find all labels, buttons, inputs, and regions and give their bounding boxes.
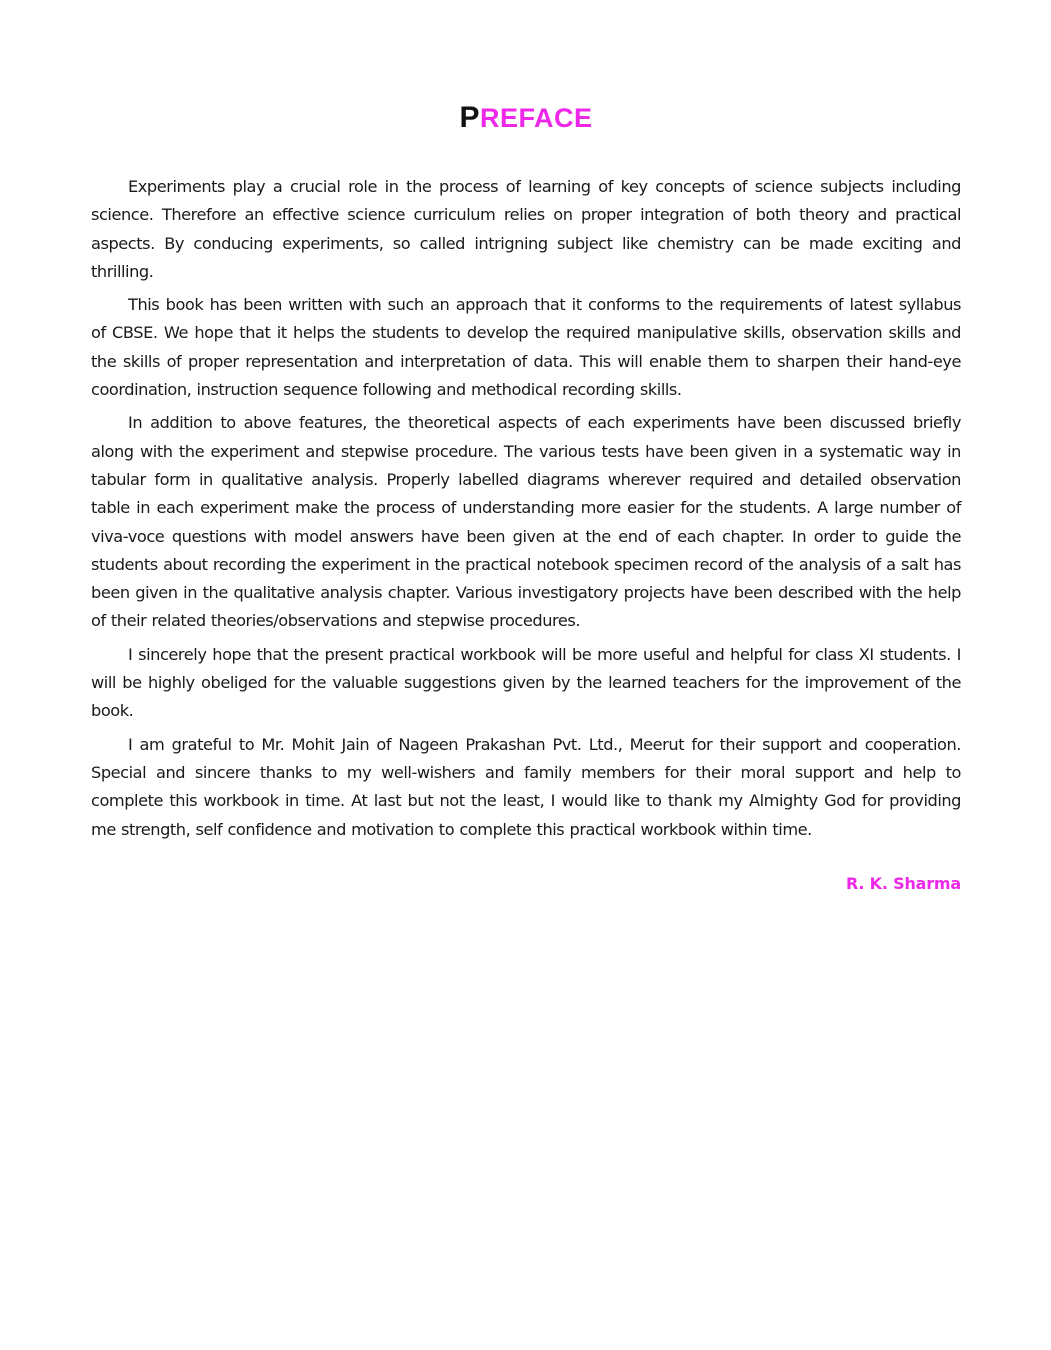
paragraph-3: In addition to above features, the theoretical aspects of each experiments have been discussed briefly along with the experiment and stepwise procedure. The various tests have been given in a systematic way in tabular form in qualitative analysis. Properly labelled diagrams wherever required and detailed observation table in each experiment make the process of understanding more easier for the students. A large number of viva-voce questions with model answers have been given at the end of each chapter. In order to guide the students about recording the experiment in the practical notebook specimen record of the analysis of a salt has been given in the qualitative analysis chapter. Various investigatory projects have been described with the help of their related theories/observations and stepwise procedures. (91, 413, 961, 631)
document-page (91, 100, 961, 893)
title-first-letter: P (459, 101, 480, 134)
paragraph-5: I am grateful to Mr. Mohit Jain of Nageen Prakashan Pvt. Ltd., Meerut for their support and cooperation. Special and sincere thanks to my well-wishers and family members for their moral support and help to complete this workbook in time. At last but not the least, I would like to thank my Almighty God for providing me strength, self confidence and motivation to complete this practical workbook within time. (91, 734, 961, 839)
page-title (91, 100, 961, 133)
paragraph-1: Experiments play a crucial role in the process of learning of key concepts of science subjects including science. Therefore an effective science curriculum relies on proper integration of both theory and practical aspects. By conducing experiments, so called intrigning subject like chemistry can be made exciting and thrilling. (91, 177, 961, 281)
paragraph-4: I sincerely hope that the present practical workbook will be more useful and helpful for class XI students. I will be highly obeliged for the valuable suggestions given by the learned teachers for the improvement of the book. (91, 644, 961, 721)
paragraph-2: This book has been written with such an approach that it conforms to the requirements of latest syllabus of CBSE. We hope that it helps the students to develop the required manipulative skills, observation skills and the skills of proper representation and interpretation of data. This will enable them to sharpen their hand-eye coordination, instruction sequence following and methodical recording skills. (91, 295, 961, 400)
title-rest: REFACE (479, 103, 593, 133)
author-signature: R. K. Sharma (846, 873, 961, 893)
